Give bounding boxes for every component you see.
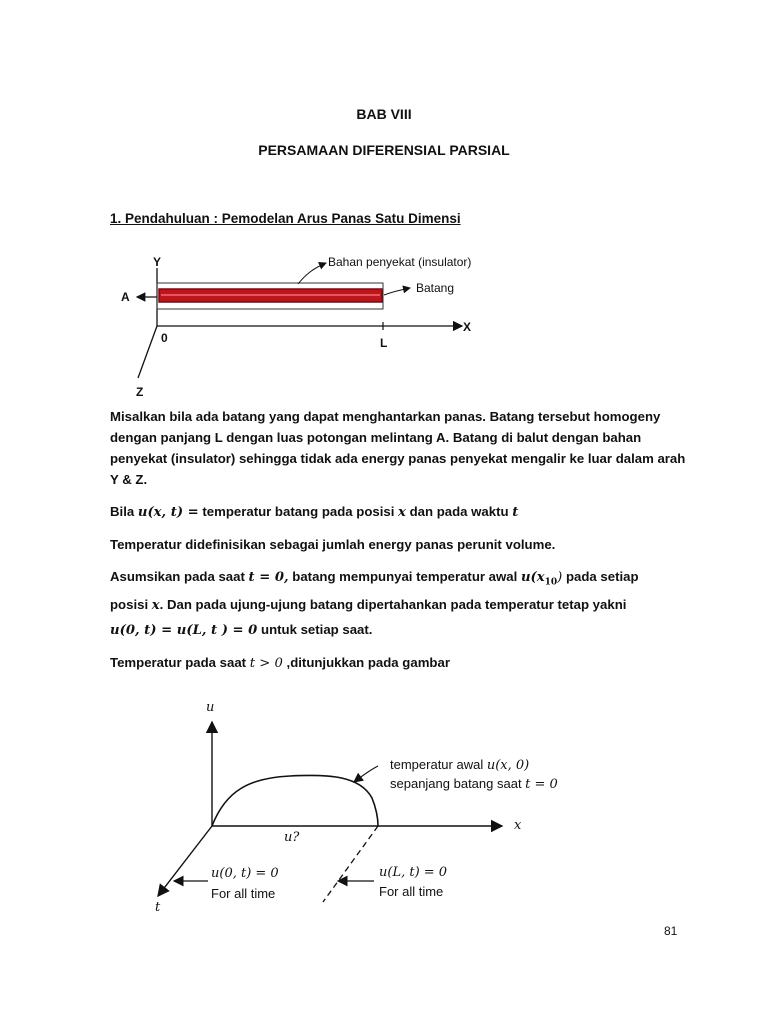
section-heading: 1. Pendahuluan : Pemodelan Arus Panas Satu Dimensi (110, 211, 461, 226)
temperature-definition: Temperatur didefinisikan sebagai jumlah energy panas perunit volume. (110, 537, 556, 552)
chapter-heading: BAB VIII (356, 106, 412, 122)
l-label: L (380, 336, 388, 350)
figure-intro (110, 652, 690, 674)
math-paren: ) (557, 570, 563, 585)
right-bc-note: For all time (379, 884, 444, 899)
math-u-xt: u(x, t) = (137, 505, 199, 520)
text-span: pada setiap (562, 569, 639, 584)
initial-temp-annotation-line1 (390, 757, 529, 773)
text-span: temperatur batang pada posisi (198, 504, 399, 519)
a-label: A (121, 290, 130, 304)
z-axis (138, 326, 157, 378)
text-span: dan pada waktu (405, 504, 513, 519)
text-span: posisi (110, 596, 152, 612)
text-span: untuk setiap saat. (257, 622, 373, 637)
text-span: Temperatur pada saat (110, 655, 250, 670)
left-bc-note: For all time (211, 886, 276, 901)
u-axis-label: u (206, 700, 215, 715)
origin-label: 0 (161, 331, 168, 345)
math-subscript: 10 (544, 577, 558, 588)
rod-pointer (384, 288, 410, 295)
page-number: 81 (664, 924, 678, 938)
math-boundary: u(0, t) = u(L, t ) = 0 (110, 623, 258, 638)
x-axis-label: X (463, 320, 472, 334)
math-u-x0: u(x, 0) (486, 758, 530, 773)
math-t-zero: t = 0, (248, 570, 289, 585)
initial-condition-paragraph (110, 566, 690, 616)
math-x: x (398, 505, 406, 520)
temperature-diagram (140, 700, 540, 920)
text-span: batang mempunyai temperatur awal (288, 569, 521, 584)
insulator-pointer (298, 263, 326, 284)
boundary-condition (110, 619, 690, 641)
text-span: Bila (110, 504, 138, 519)
page-title: PERSAMAAN DIFERENSIAL PARSIAL (258, 142, 510, 158)
y-axis-label: Y (153, 255, 162, 269)
left-boundary-condition: u(0, t) = 0 (211, 866, 279, 881)
definition-u (110, 501, 690, 523)
text-span: temperatur awal (390, 757, 487, 772)
intro-paragraph: Misalkan bila ada batang yang dapat menghantarkan panas. Batang tersebut homogeny dengan panjang L dengan luas potongan melintang A. Batang di balut dengan bahan penyekat (insulator) sehingga tidak ada energy panas penyekat mengalir ke luar dalam arah Y & Z. (110, 409, 686, 487)
dashed-l-line (323, 826, 378, 902)
insulator-label: Bahan penyekat (insulator) (328, 255, 472, 269)
math-t: t (512, 505, 519, 520)
t-axis-label: t (155, 900, 161, 915)
rod-label: Batang (416, 281, 455, 295)
z-axis-label: Z (136, 385, 144, 399)
initial-temperature-curve (212, 775, 378, 826)
math-x: x (151, 597, 160, 613)
text-span: Asumsikan pada saat (110, 569, 249, 584)
initial-temp-annotation-line2 (390, 776, 558, 792)
math-u-x: u(x (520, 570, 545, 585)
text-span: ,ditunjukkan pada gambar (282, 655, 450, 670)
x-axis-label-2: x (514, 818, 522, 833)
u-question-label: u? (284, 830, 300, 845)
text-span: sepanjang batang saat (390, 776, 526, 791)
rod-diagram (100, 250, 500, 400)
curve-pointer (354, 766, 378, 782)
t-axis (158, 826, 212, 896)
text-span: . Dan pada ujung-ujung batang dipertahankan pada temperatur tetap yakni (159, 596, 627, 612)
math-t-eq-0: t = 0 (525, 777, 558, 792)
right-boundary-condition: u(L, t) = 0 (379, 865, 448, 880)
math-t-positive: t > 0 (249, 656, 283, 671)
